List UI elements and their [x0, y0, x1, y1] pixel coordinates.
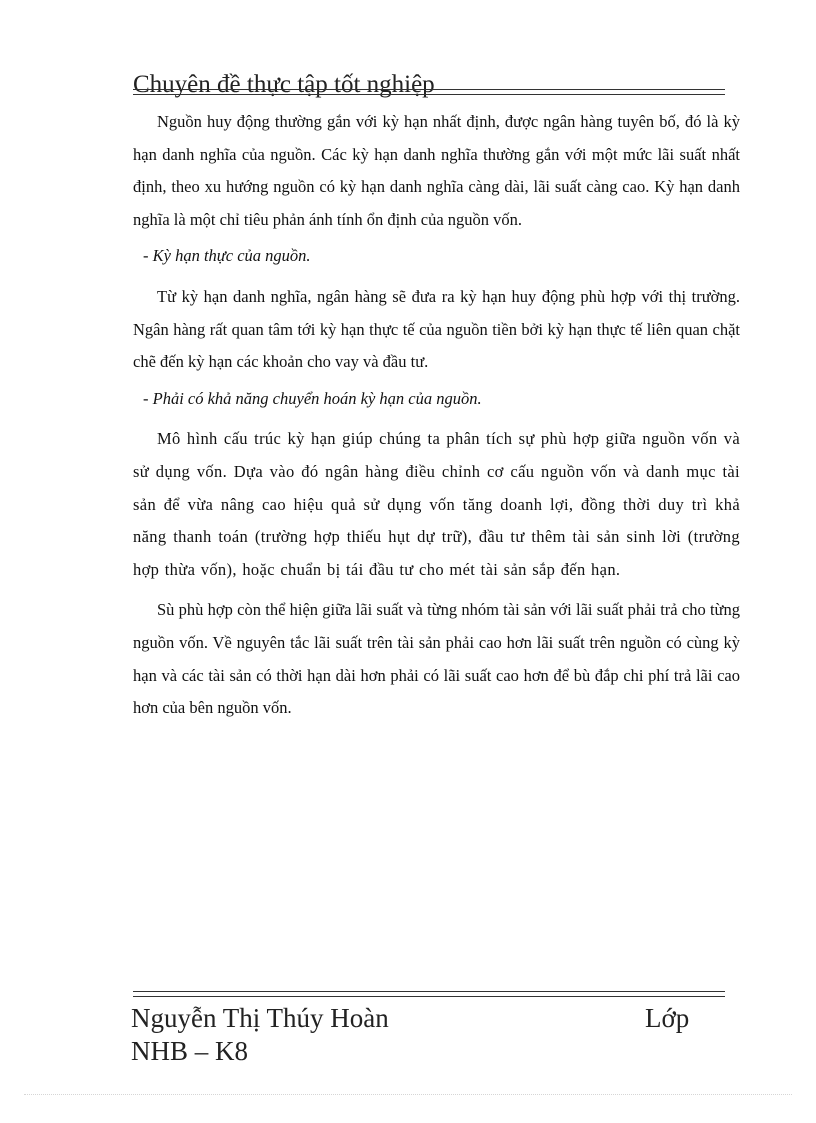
paragraph-real-term: Từ kỳ hạn danh nghĩa, ngân hàng sẽ đưa ra kỳ hạn huy động phù hợp với thị trường. Ngân hàng rất quan tâm tới kỳ hạn thực tế của nguồn tiền bởi kỳ hạn thực tế liên quan chặt chẽ đến kỳ hạn các khoản cho vay và đầu tư. — [133, 286, 740, 372]
header-double-rule — [133, 89, 725, 95]
footer-class-value: NHB – K8 — [131, 1036, 249, 1066]
subheading-real-term: - Kỳ hạn thực của nguồn. — [143, 246, 311, 266]
footer-class-label: Lớp — [645, 1003, 690, 1033]
page-header-title: Chuyên đề thực tập tốt nghiệp — [133, 71, 435, 98]
paragraph-interest-rate-fit: Sù phù hợp còn thể hiện giữa lãi suất và từng nhóm tài sản với lãi suất phải trả cho từng nguồn vốn. Về nguyên tắc lãi suất trên tài sản phải cao hơn lãi suất trên nguồn có cùng kỳ hạn và các tài sản có thời hạn dài hơn phải có lãi suất cao hơn để bù đắp chi phí trả lãi cao hơn của bên nguồn vốn. — [133, 600, 740, 718]
page-bottom-edge — [24, 1094, 792, 1095]
footer-author-name: Nguyễn Thị Thúy Hoàn — [131, 1003, 389, 1033]
paragraph-nominal-term: Nguồn huy động thường gắn với kỳ hạn nhất định, được ngân hàng tuyên bố, đó là kỳ hạn danh nghĩa của nguồn. Các kỳ hạn danh nghĩa thường gắn với một mức lãi suất nhất định, theo xu hướng nguồn có kỳ hạn danh nghĩa càng dài, lãi suất càng cao. Kỳ hạn danh nghĩa là một chỉ tiêu phản ánh tính ổn định của nguồn vốn. — [133, 112, 740, 229]
footer-double-rule — [133, 991, 725, 997]
paragraph-term-structure-model: Mô hình cấu trúc kỳ hạn giúp chúng ta phân tích sự phù hợp giữa nguồn vốn và sử dụng vốn. Dựa vào đó ngân hàng điều chỉnh cơ cấu nguồn vốn và danh mục tài sản để vừa nâng cao hiệu quả sử dụng vốn tăng doanh lợi, đồng thời duy trì khả năng thanh toán (trường hợp thiếu hụt dự trữ), đầu tư thêm tài sản sinh lời (trường hợp thừa vốn), hoặc chuẩn bị tái đầu tư cho mét tài sản sắp đến hạn. — [133, 429, 740, 579]
subheading-term-conversion: - Phải có khả năng chuyển hoán kỳ hạn của nguồn. — [143, 388, 482, 408]
body-text — [133, 106, 740, 733]
